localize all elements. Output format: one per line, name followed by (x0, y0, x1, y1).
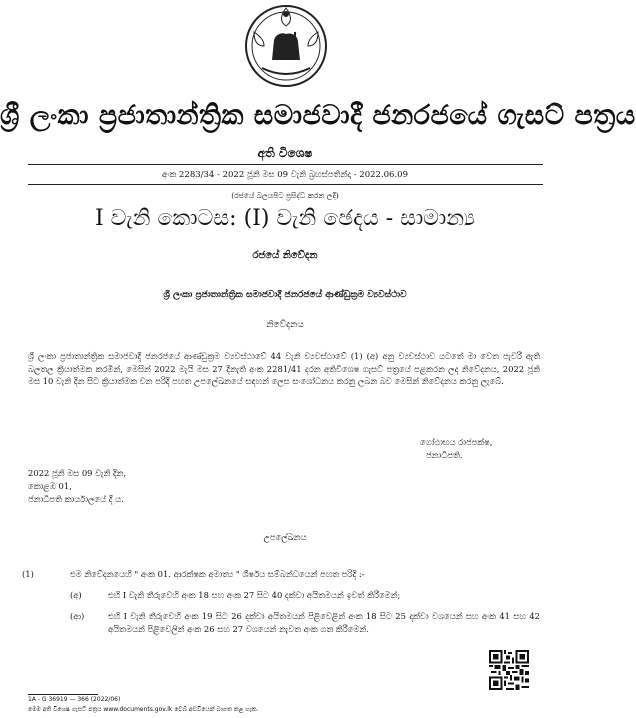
sri-lanka-emblem-icon (240, 2, 332, 90)
footer-code: 1A - G 36919 — 366 (2022/06) (28, 696, 121, 703)
gazette-title: ශ්‍රී ලංකා ප්‍රජාතාන්ත්‍රික සමාජවාදී ජනරජයේ ගැසට් පත්‍රය (0, 100, 636, 131)
schedule-item-text: එම නිවේදනයෙහි " අංක 01. ආරක්ෂක අමාත්‍ය " ශීර්ෂය සම්බන්ධයෙන් පහත පරිදි :- (70, 569, 365, 579)
divider-bottom (28, 184, 543, 185)
part-title: I වැනි කොටස: (I) වැනි ඡෙදය - සාමාන්‍ය (94, 206, 476, 231)
notice-heading: නිවේදනය (266, 320, 304, 330)
date-line: 2022 ජූනි මස 09 වැනි දින, (28, 468, 127, 478)
signer-title: ජනාධිපති. (426, 450, 463, 460)
notice-body: ශ්‍රී ලංකා ප්‍රජාතාන්ත්‍රික සමාජවාදී ජනරජයේ ආණ්ඩුක්‍රම ව්‍යවස්ථාවේ 44 වැනි ව්‍යවස්ථාවේ (1) (අ) අනු ව්‍යවස්ථාව යටතේ මා වෙත පැවරී ඇති බලතල ක්‍රියාත්මක කරමින්, මෙසින් 2022 මැයි මස 27 දිනැති අංක 2281/41 දරන අතිවිශෙෂ ගැසට් පත්‍රයේ පළකරන ලද නිවේදනය, 2022 ජූනි මස 10 වැනි දින සිට ක්‍රියාත්මක වන පරිදි පහත උපලේඛනයේ සඳහන් ලෙස සංශෝධනය කරනු ලබන බව මෙසින් නිවේදනය කරනු ලැබේ. (28, 351, 540, 386)
issue-line: අංක 2283/34 - 2022 ජූනි මස 09 වැනි බ්‍රහස්පතින්දා - 2022.06.09 (162, 170, 408, 180)
schedule-sub-b-label: (ආ) (70, 611, 85, 621)
act-title: ශ්‍රී ලංකා ප්‍රජාතාන්ත්‍රික සමාජවාදී ජනරජයේ ආණ්ඩුක්‍රම ව්‍යවස්ථාව (163, 290, 407, 300)
schedule-item-number: (1) (22, 569, 34, 579)
notices-heading: රජයේ නිවේදන (252, 250, 318, 261)
schedule-sub-a-label: (අ) (70, 590, 82, 600)
schedule-heading: උපලේඛනය (263, 532, 307, 542)
schedule-sub-b-text: එහි I වැනි තීරුවෙහි අංක 19 සිට 26 දක්වා අයිතමයන් පිළිවෙළින් අංක 18 සිට 25 දක්වා වශයෙන් සහ අංක 41 සහ 42 අයිතමයන් පිළිවෙලින් අංක 26 සහ 27 වශයෙන් නැවත අංක ගත කිරීමෙන්. (108, 611, 540, 634)
office-line: ජනාධිපති කාර්යාලයේ දී ය. (28, 494, 124, 504)
footer-web-note: මෙම අති විශෙෂ ගැසට් පත්‍රය www.documents.gov.lk වෙබ් අඩවියෙන් බාගත කළ හැක. (28, 706, 259, 713)
qr-code-icon (489, 650, 529, 690)
divider-top (28, 164, 543, 165)
signer-name: ගෝඨාභය රාජපක්ෂ, (420, 437, 493, 447)
footer-rule (28, 694, 98, 695)
published-note: (රජයේ බලයපිට ප්‍රසිද්ධ කරන ලදී) (231, 191, 339, 200)
extraordinary-label: අති විශෙෂ (257, 146, 313, 160)
schedule-sub-a-text: එහි I වැනි තීරුවෙහි අංක 18 සහ අංක 27 සිට 40 දක්වා අයිතමයන් ඉවත් කිරීමෙන්; (108, 590, 401, 600)
place-line: කොළඹ 01, (28, 481, 72, 491)
